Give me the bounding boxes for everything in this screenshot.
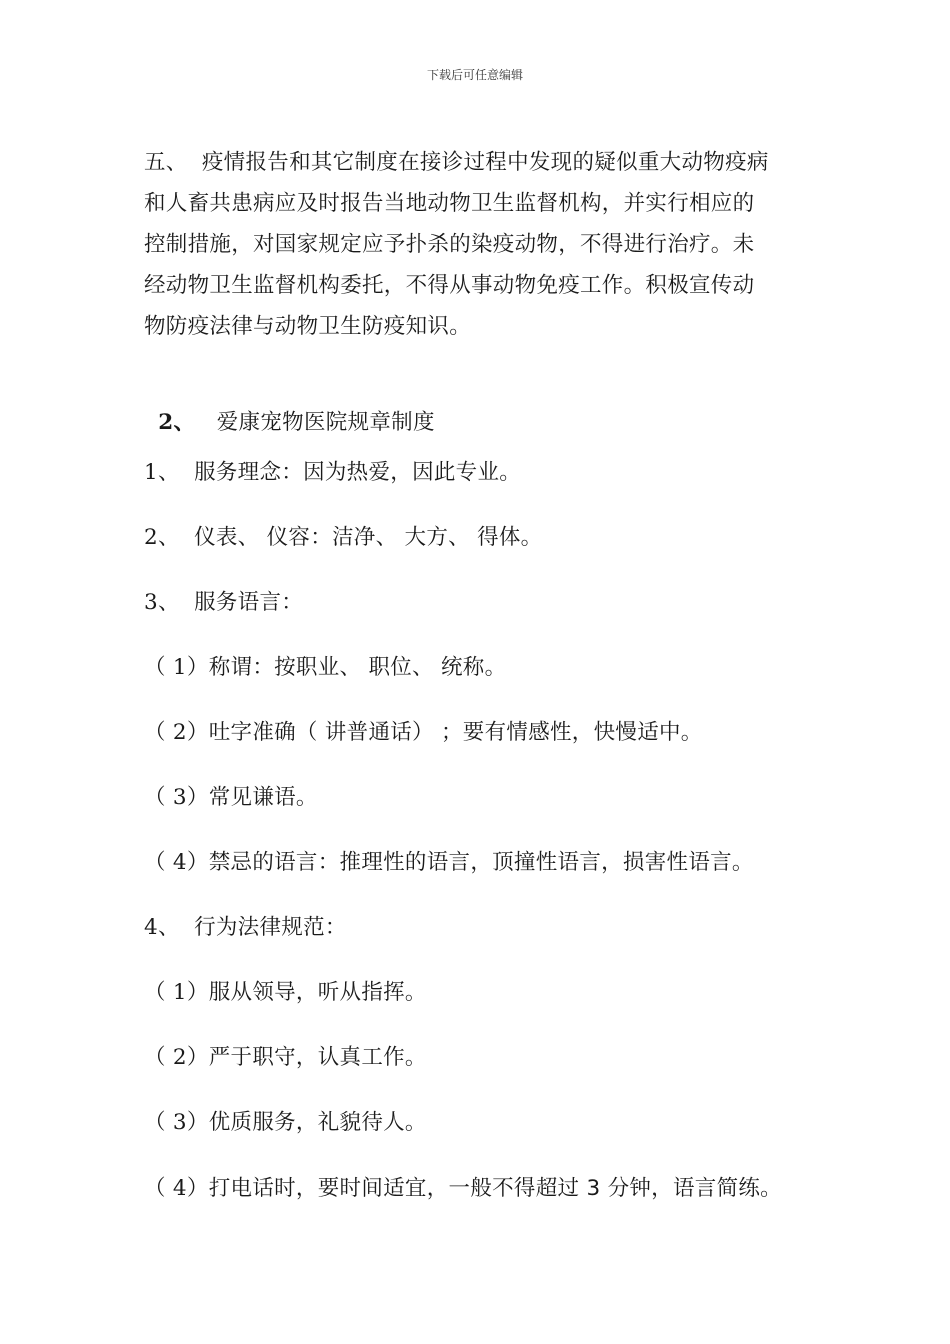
item-text: 服务理念：因为热爱，因此专业。	[194, 460, 522, 485]
item-prefix: 4、	[144, 915, 180, 940]
paragraph-line: 控制措施，对国家规定应予扑杀的染疫动物，不得进行治疗。未	[144, 232, 755, 257]
paragraph-line: 和人畜共患病应及时报告当地动物卫生监督机构，并实行相应的	[144, 191, 755, 216]
item-text: 称谓：按职业、 职位、 统称。	[208, 655, 507, 680]
section-heading	[144, 378, 435, 438]
item-prefix: 3、	[144, 590, 180, 615]
item-prefix: 1、	[144, 460, 180, 485]
item-prefix: （ 3）	[144, 785, 209, 810]
item-prefix: （ 2）	[144, 720, 209, 745]
item-prefix: （ 1）	[144, 980, 209, 1005]
list-item	[144, 913, 347, 943]
list-item	[144, 653, 506, 683]
item-text: 吐字准确（ 讲普通话） ；要有情感性，快慢适中。	[208, 720, 703, 745]
item-prefix: （ 4）	[144, 850, 209, 875]
page-header-note: 下载后可任意编辑	[426, 68, 523, 82]
paragraph-line: 经动物卫生监督机构委托，不得从事动物免疫工作。积极宣传动	[144, 273, 755, 298]
item-prefix: （ 4）	[144, 1176, 209, 1201]
section-title: 爱康宠物医院规章制度	[216, 410, 435, 435]
list-item	[144, 1108, 427, 1138]
item-prefix: （ 3）	[144, 1110, 209, 1135]
item-text: 服务语言：	[194, 590, 304, 615]
section-number: 2、	[158, 410, 196, 435]
item-prefix: 2、	[144, 525, 180, 550]
list-item	[144, 718, 703, 748]
item-prefix: （ 1）	[144, 655, 209, 680]
item-text: 服从领导，听从指挥。	[208, 980, 427, 1005]
list-item	[144, 978, 427, 1008]
item-text: 行为法律规范：	[194, 915, 347, 940]
item-text: 严于职守，认真工作。	[208, 1045, 427, 1070]
item-text: 禁忌的语言：推理性的语言，顶撞性语言，损害性语言。	[208, 850, 754, 875]
list-item	[144, 1043, 427, 1073]
item-text: 打电话时，要时间适宜，一般不得超过 3 分钟，语言简练。	[208, 1176, 782, 1201]
list-item	[144, 783, 318, 813]
paragraph-line: 物防疫法律与动物卫生防疫知识。	[144, 314, 472, 339]
item-text: 优质服务，礼貌待人。	[208, 1110, 427, 1135]
item-prefix: （ 2）	[144, 1045, 209, 1070]
item-text: 常见谦语。	[208, 785, 318, 810]
list-item	[144, 458, 521, 488]
list-item	[144, 523, 542, 553]
paragraph-line: 五、 疫情报告和其它制度在接诊过程中发现的疑似重大动物疫病	[144, 150, 769, 175]
list-item	[144, 1174, 782, 1204]
item-text: 仪表、 仪容：洁净、 大方、 得体。	[194, 525, 543, 550]
list-item	[144, 588, 303, 618]
list-item	[144, 848, 754, 878]
